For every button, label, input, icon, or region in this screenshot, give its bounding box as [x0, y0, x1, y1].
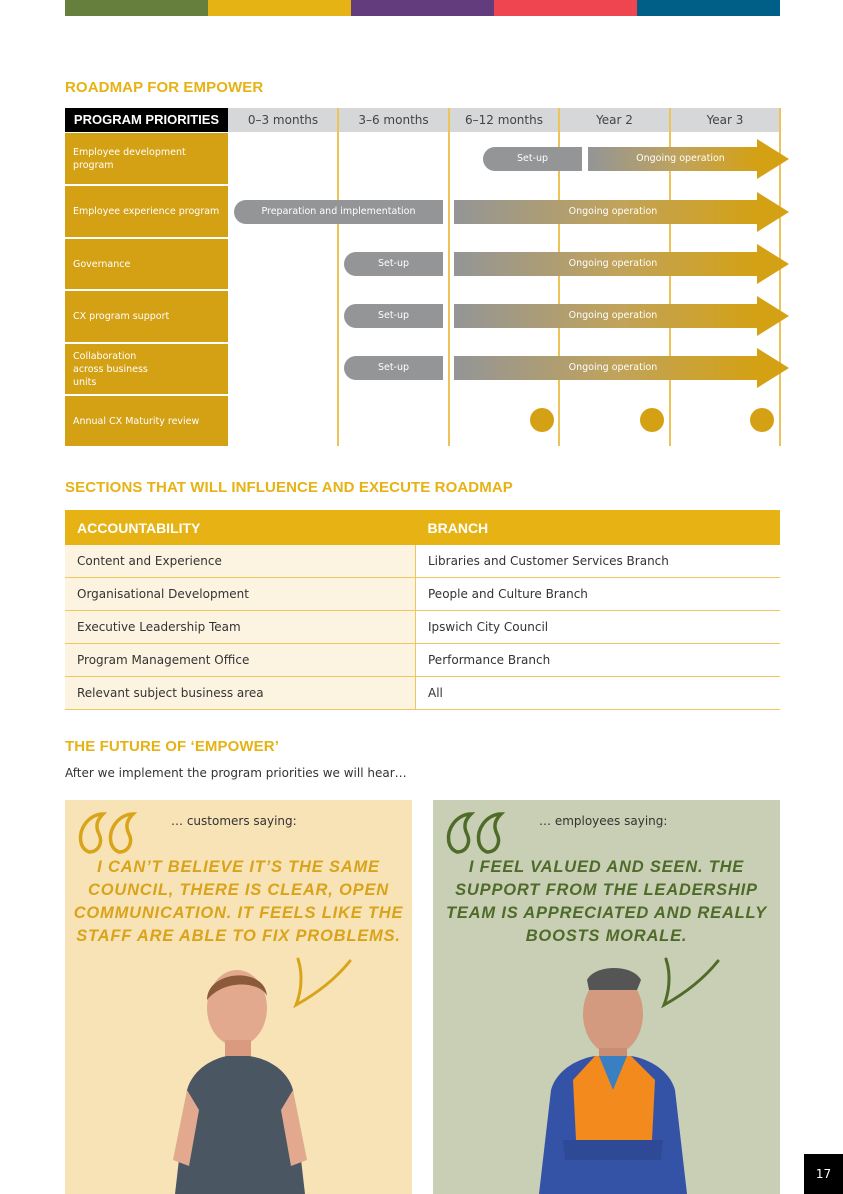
column-header-accountability: ACCOUNTABILITY: [65, 510, 416, 545]
ongoing-label: Ongoing operation: [568, 310, 658, 321]
employee-quote-panel: [433, 800, 780, 1194]
priority-label: CX program support: [65, 291, 228, 342]
quote-mark-icon: [443, 808, 507, 856]
employees-saying-label: … employees saying:: [539, 814, 668, 828]
review-milestone-dot: [640, 408, 664, 432]
column-header: Year 3: [670, 108, 780, 132]
program-priorities-header: PROGRAM PRIORITIES: [65, 108, 228, 132]
priority-label: Employee experience program: [65, 186, 228, 237]
column-header: 0–3 months: [228, 108, 338, 132]
preparation-bar: Preparation and implementation: [234, 200, 443, 224]
sections-title: SECTIONS THAT WILL INFLUENCE AND EXECUTE ROADMAP: [65, 479, 513, 496]
accountability-table: [65, 510, 780, 710]
color-segment-red: [494, 0, 637, 16]
grid-line: [337, 108, 339, 446]
setup-bar: Set-up: [344, 356, 443, 380]
branch-cell: Libraries and Customer Services Branch: [416, 545, 781, 578]
branch-cell: People and Culture Branch: [416, 578, 781, 611]
color-segment-purple: [351, 0, 494, 16]
employee-photo: [533, 960, 693, 1194]
ongoing-label: Ongoing operation: [568, 258, 658, 269]
priority-label: Governance: [65, 239, 228, 289]
setup-bar: Set-up: [344, 304, 443, 328]
table-row: [65, 545, 780, 578]
column-header-branch: BRANCH: [416, 510, 781, 545]
page-number: 17: [804, 1154, 843, 1194]
color-segment-blue: [637, 0, 780, 16]
priority-label: Collaboration across business units: [65, 344, 228, 394]
setup-bar: Set-up: [483, 147, 582, 171]
customer-photo: [165, 960, 315, 1194]
color-segment-yellow: [208, 0, 351, 16]
branch-cell: Ipswich City Council: [416, 611, 781, 644]
roadmap-chart: [65, 108, 790, 448]
table-header-row: [65, 510, 780, 545]
accountability-cell: Relevant subject business area: [65, 677, 416, 710]
customers-saying-label: … customers saying:: [171, 814, 297, 828]
column-header: 3–6 months: [338, 108, 449, 132]
branch-cell: Performance Branch: [416, 644, 781, 677]
priority-label: Employee development program: [65, 133, 228, 184]
accountability-cell: Organisational Development: [65, 578, 416, 611]
setup-bar: Set-up: [344, 252, 443, 276]
accountability-cell: Executive Leadership Team: [65, 611, 416, 644]
quote-mark-icon: [75, 808, 139, 856]
branch-cell: All: [416, 677, 781, 710]
review-milestone-dot: [750, 408, 774, 432]
roadmap-title: ROADMAP FOR EMPOWER: [65, 79, 264, 96]
ongoing-label: Ongoing operation: [568, 206, 658, 217]
employee-quote: I FEEL VALUED AND SEEN. THE SUPPORT FROM THE LEADERSHIP TEAM IS APPRECIATED AND REALLY BOOSTS MORALE.: [445, 858, 767, 945]
column-header: Year 2: [559, 108, 670, 132]
review-milestone-dot: [530, 408, 554, 432]
table-row: [65, 578, 780, 611]
accountability-cell: Program Management Office: [65, 644, 416, 677]
priority-label: Annual CX Maturity review: [65, 396, 228, 446]
column-header: 6–12 months: [449, 108, 559, 132]
grid-line: [448, 108, 450, 446]
ongoing-label: Ongoing operation: [568, 362, 658, 373]
table-row: [65, 677, 780, 710]
brand-color-bar: [65, 0, 780, 16]
future-title: THE FUTURE OF ‘EMPOWER’: [65, 738, 279, 755]
color-segment-green: [65, 0, 208, 16]
table-row: [65, 611, 780, 644]
accountability-cell: Content and Experience: [65, 545, 416, 578]
ongoing-label: Ongoing operation: [636, 153, 725, 164]
future-intro: After we implement the program priorities we will hear…: [65, 766, 407, 780]
customer-quote-panel: [65, 800, 412, 1194]
table-row: [65, 644, 780, 677]
customer-quote: I CAN’T BELIEVE IT’S THE SAME COUNCIL, THERE IS CLEAR, OPEN COMMUNICATION. IT FEELS LIKE THE STAFF ARE ABLE TO FIX PROBLEMS.: [73, 858, 404, 945]
